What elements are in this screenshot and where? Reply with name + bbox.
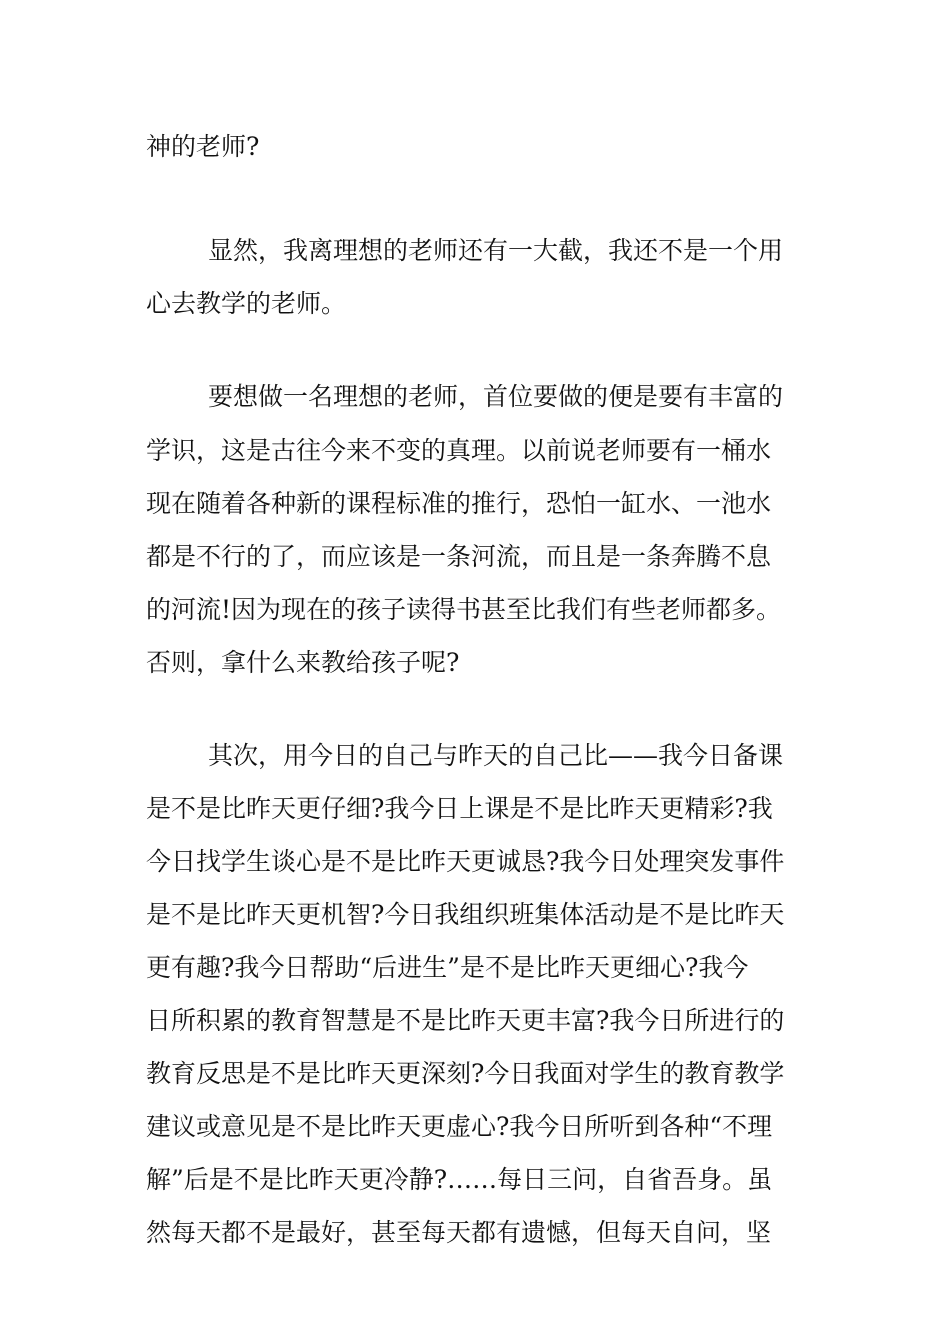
- paragraph-4-line-9: 解”后是不是比昨天更冷静?……每日三问，自省吾身。虽: [146, 1165, 773, 1194]
- paragraph-3-line-2: 学识，这是古往今来不变的真理。以前说老师要有一桶水: [146, 436, 772, 465]
- paragraph-4-line-8: 建议或意见是不是比昨天更虚心?我今日所听到各种“不理: [146, 1112, 773, 1141]
- paragraph-3-line-3: 现在随着各种新的课程标准的推行，恐怕一缸水、一池水: [146, 489, 772, 518]
- paragraph-2-line-2: 心去教学的老师。: [146, 289, 347, 318]
- paragraph-3-line-6: 否则，拿什么来教给孩子呢?: [146, 648, 460, 677]
- paragraph-3-line-4: 都是不行的了，而应该是一条河流，而且是一条奔腾不息: [146, 542, 772, 571]
- paragraph-4-line-1: 其次，用今日的自己与昨天的自己比——我今日备课: [208, 741, 784, 770]
- paragraph-4-line-2: 是不是比昨天更仔细?我今日上课是不是比昨天更精彩?我: [146, 794, 773, 823]
- paragraph-4-line-4: 是不是比昨天更机智?今日我组织班集体活动是不是比昨天: [146, 900, 785, 929]
- paragraph-4-line-5: 更有趣?我今日帮助“后进生”是不是比昨天更细心?我今: [146, 953, 749, 982]
- paragraph-4-line-6: 日所积累的教育智慧是不是比昨天更丰富?我今日所进行的: [146, 1006, 785, 1035]
- paragraph-3-line-5: 的河流!因为现在的孩子读得书甚至比我们有些老师都多。: [146, 595, 782, 624]
- paragraph-4-line-7: 教育反思是不是比昨天更深刻?今日我面对学生的教育教学: [146, 1059, 785, 1088]
- paragraph-3-line-1: 要想做一名理想的老师，首位要做的便是要有丰富的: [208, 382, 784, 411]
- paragraph-1-line-1: 神的老师?: [146, 132, 260, 161]
- paragraph-4-line-3: 今日找学生谈心是不是比昨天更诚恳?我今日处理突发事件: [146, 847, 785, 876]
- paragraph-2-line-1: 显然，我离理想的老师还有一大截，我还不是一个用: [208, 236, 784, 265]
- paragraph-4-line-10: 然每天都不是最好，甚至每天都有遗憾，但每天自问，坚: [146, 1218, 772, 1247]
